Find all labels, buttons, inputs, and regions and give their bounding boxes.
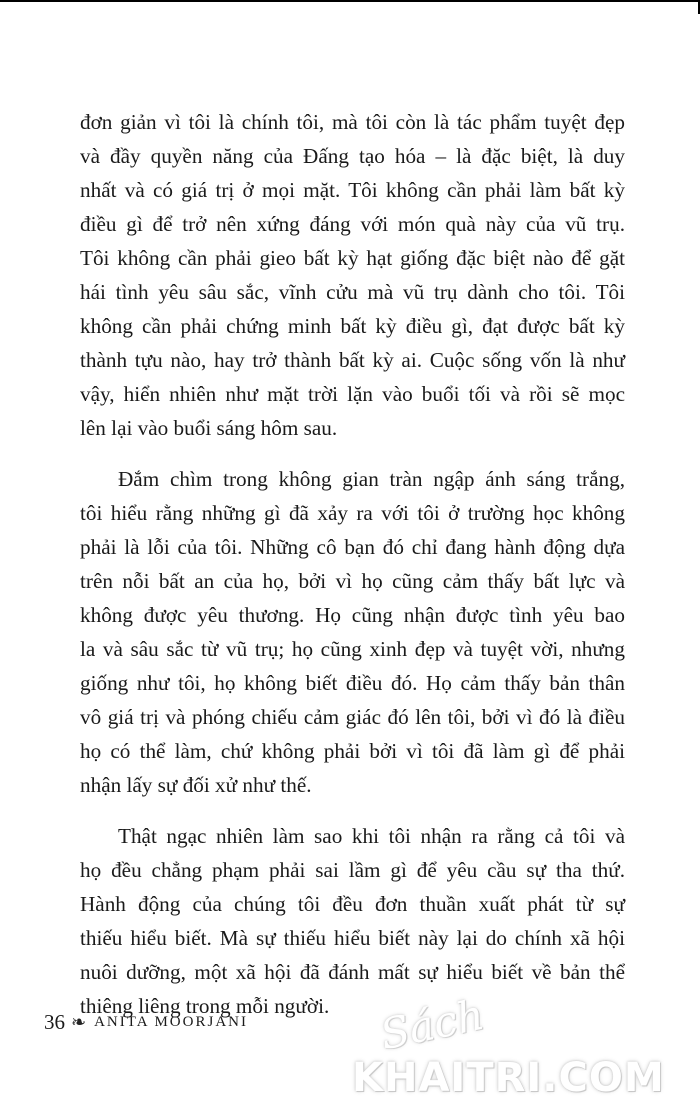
text-line: điều gì để trở nên xứng đáng với món quà này của vũ trụ. xyxy=(80,212,625,236)
author-name: ANITA MOORJANI xyxy=(94,1014,248,1030)
text-line: nuôi dưỡng, một xã hội đã đánh mất sự hiểu biết về bản thể xyxy=(80,960,625,984)
paragraph xyxy=(80,462,625,802)
text-line: Tôi không cần phải gieo bất kỳ hạt giống đặc biệt nào để gặt xyxy=(80,246,625,270)
text-line: trên nỗi bất an của họ, bởi vì họ cũng cảm thấy bất lực và xyxy=(80,569,625,593)
text-line: la và sâu sắc từ vũ trụ; họ cũng xinh đẹp và tuyệt vời, nhưng xyxy=(80,637,625,661)
text-line: nhận lấy sự đối xử như thế. xyxy=(80,773,312,797)
text-line: không cần phải chứng minh bất kỳ điều gì, đạt được bất kỳ xyxy=(80,314,625,338)
text-line: nhất và có giá trị ở mọi mặt. Tôi không cần phải làm bất kỳ xyxy=(80,178,625,202)
fleuron-icon: ❧ xyxy=(71,1012,87,1032)
text-line: vậy, hiển nhiên như mặt trời lặn vào buổi tối và rồi sẽ mọc xyxy=(80,382,625,406)
page-number: 36 xyxy=(44,1010,65,1034)
text-line: không được yêu thương. Họ cũng nhận được tình yêu bao xyxy=(80,603,625,627)
body-text xyxy=(80,105,625,1040)
text-line: Hành động của chúng tôi đều đơn thuần xuất phát từ sự xyxy=(80,892,625,916)
text-line: Thật ngạc nhiên làm sao khi tôi nhận ra rằng cả tôi và xyxy=(118,824,625,848)
text-line: phải là lỗi của tôi. Những cô bạn đó chỉ đang hành động dựa xyxy=(80,535,625,559)
watermark-brand-text: KHAITRI.COM xyxy=(352,1055,665,1101)
text-line: tôi hiểu rằng những gì đã xảy ra với tôi ở trường học không xyxy=(80,501,625,525)
text-line: vô giá trị và phóng chiếu cảm giác đó lên tôi, bởi vì đó là điều xyxy=(80,705,625,729)
top-border-line xyxy=(0,0,700,2)
page-footer xyxy=(44,1010,248,1035)
text-line: lên lại vào buổi sáng hôm sau. xyxy=(80,416,338,440)
text-line: thiêng liêng trong mỗi người. xyxy=(80,994,330,1018)
text-line: Đắm chìm trong không gian tràn ngập ánh sáng trắng, xyxy=(118,467,625,491)
text-line: thiếu hiểu biết. Mà sự thiếu hiểu biết này lại do chính xã hội xyxy=(80,926,625,950)
text-line: họ có thể làm, chứ không phải bởi vì tôi đã làm gì để phải xyxy=(80,739,625,763)
text-line: hái tình yêu sâu sắc, vĩnh cửu mà vũ trụ dành cho tôi. Tôi xyxy=(80,280,625,304)
text-line: giống như tôi, họ không biết điều đó. Họ cảm thấy bản thân xyxy=(80,671,625,695)
watermark-script-text: Sách xyxy=(376,989,489,1060)
text-line: thành tựu nào, hay trở thành bất kỳ ai. Cuộc sống vốn là như xyxy=(80,348,625,372)
text-line: đơn giản vì tôi là chính tôi, mà tôi còn là tác phẩm tuyệt đẹp xyxy=(80,110,625,134)
text-line: họ đều chẳng phạm phải sai lầm gì để yêu cầu sự tha thứ. xyxy=(80,858,625,882)
paragraph xyxy=(80,819,625,1023)
text-line: và đầy quyền năng của Đấng tạo hóa – là đặc biệt, là duy xyxy=(80,144,625,168)
paragraph xyxy=(80,105,625,445)
